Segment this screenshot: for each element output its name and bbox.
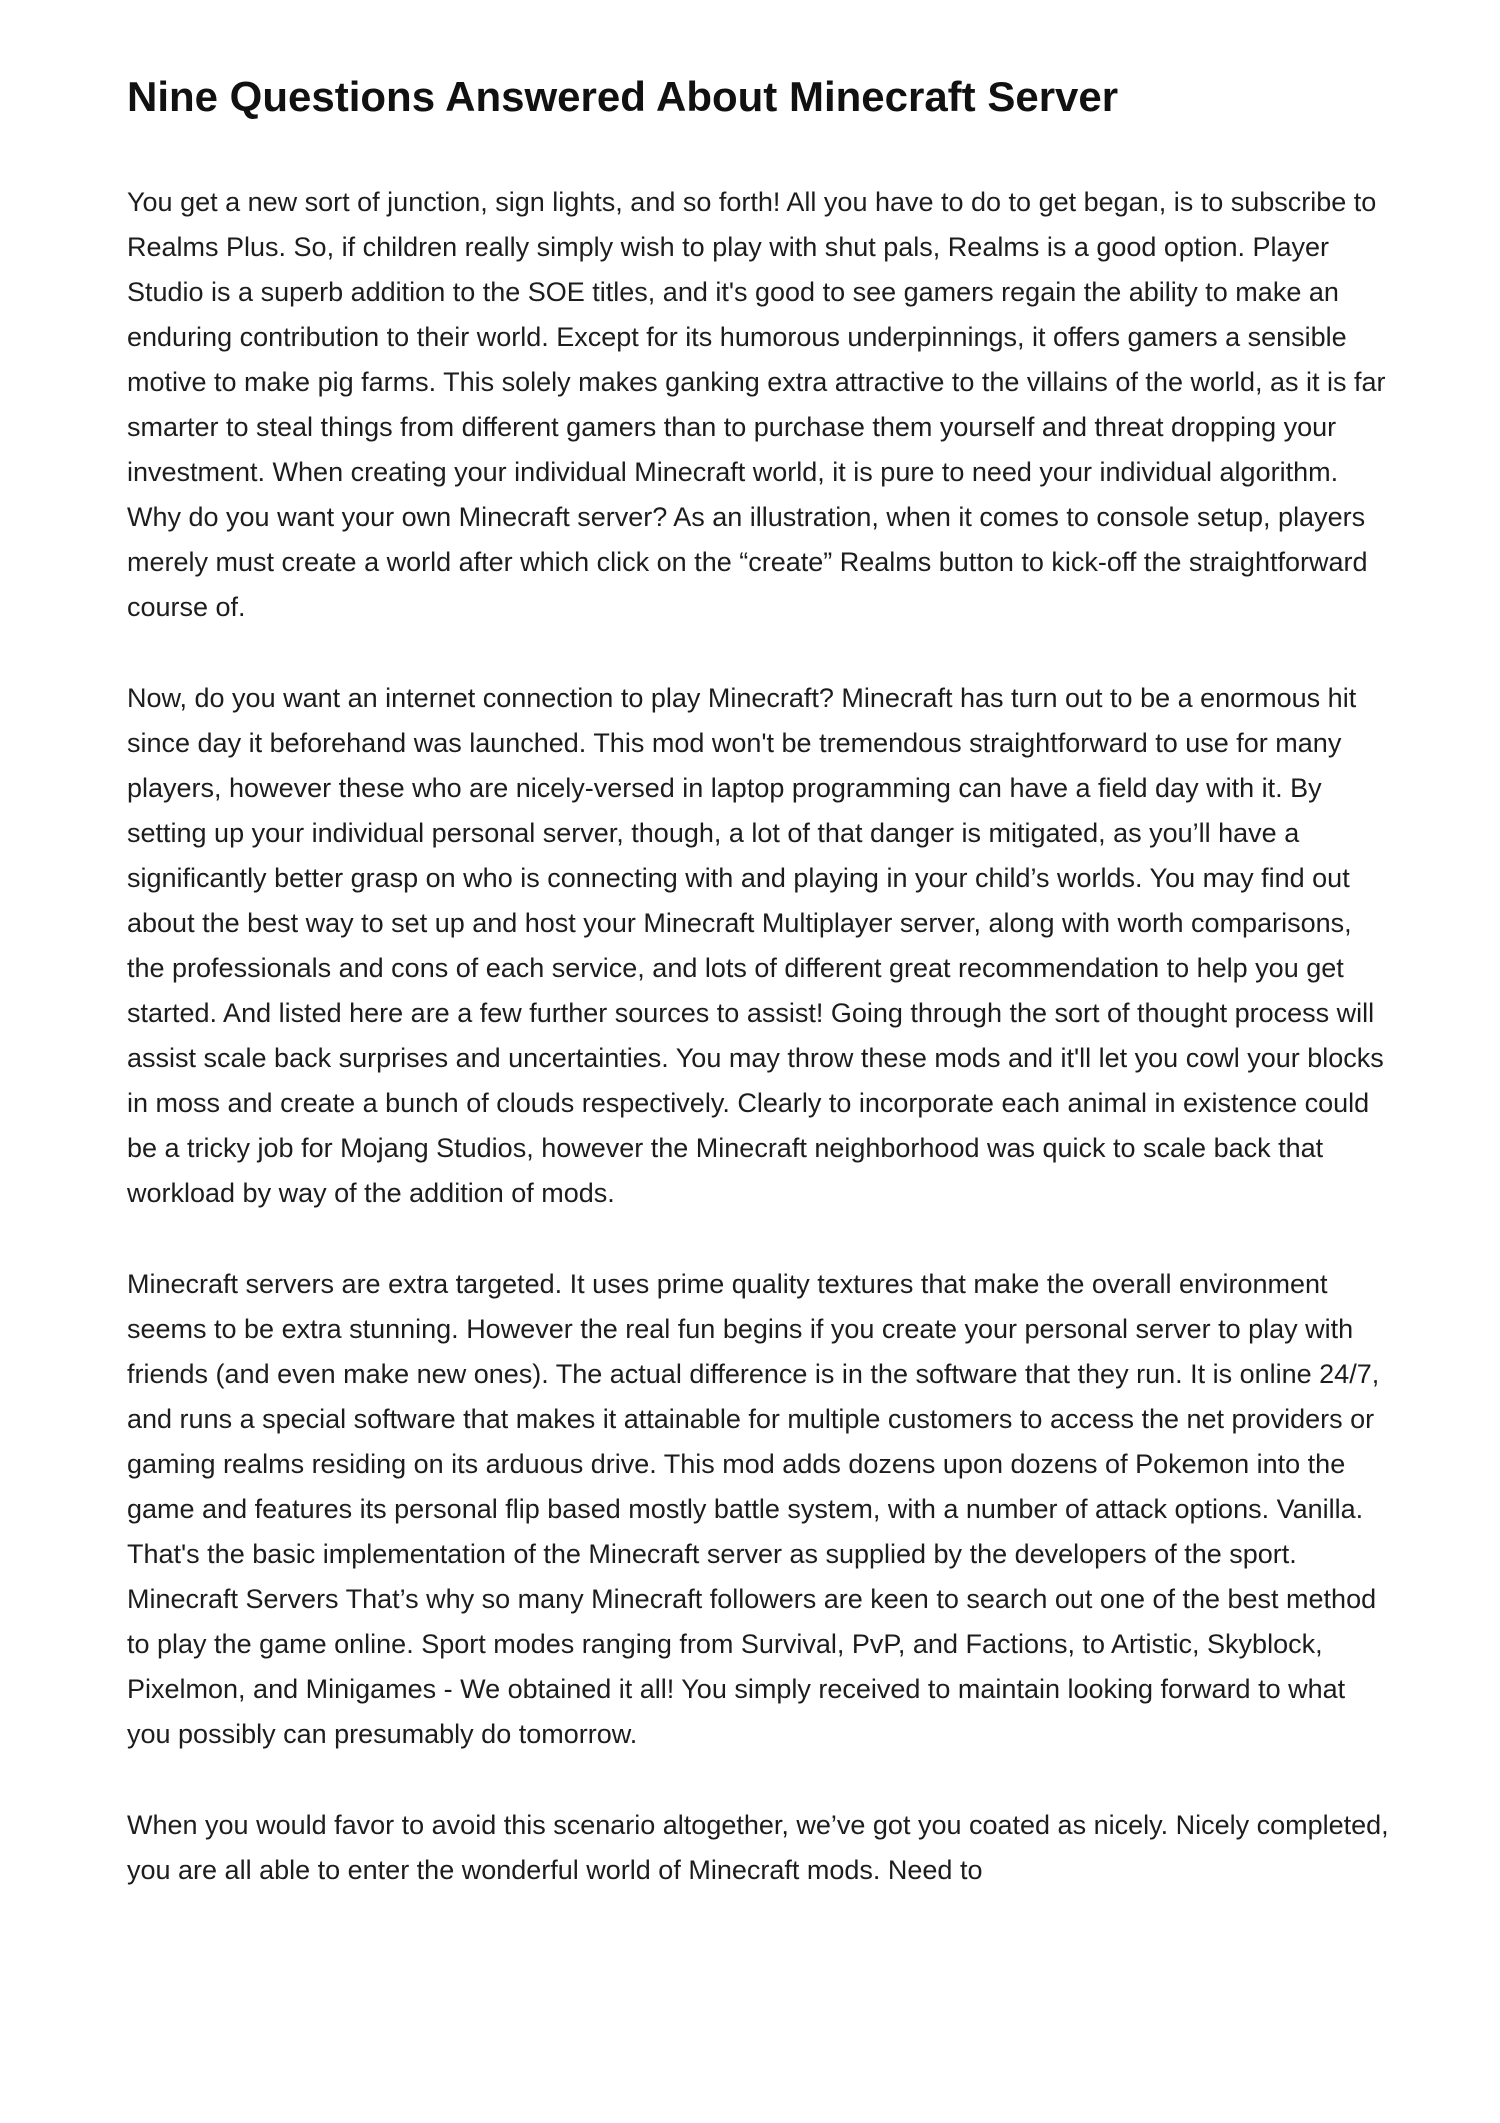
page-title: Nine Questions Answered About Minecraft Server <box>127 73 1119 120</box>
paragraph-3: Minecraft servers are extra targeted. It uses prime quality textures that make the overall environment seems to be extra stunning. However the real fun begins if you create your personal server to play with friends (and even make new ones). The actual difference is in the software that they run. It is online 24/7, and runs a special software that makes it attainable for multiple customers to access the net providers or gaming realms residing on its arduous drive. This mod adds dozens upon dozens of Pokemon into the game and features its personal flip based mostly battle system, with a number of attack options. Vanilla. That's the basic implementation of the Minecraft server as supplied by the developers of the sport. Minecraft Servers That’s why so many Minecraft followers are keen to search out one of the best method to play the game online. Sport modes ranging from Survival, PvP, and Factions, to Artistic, Skyblock, Pixelmon, and Minigames - We obtained it all! You simply received to maintain looking forward to what you possibly can presumably do tomorrow. <box>127 1269 1380 1750</box>
paragraph-4: When you would favor to avoid this scenario altogether, we’ve got you coated as nicely. Nicely completed, you are all able to enter the wonderful world of Minecraft mods. Need to <box>127 1810 1389 1886</box>
paragraph-1: You get a new sort of junction, sign lights, and so forth! All you have to do to get began, is to subscribe to Realms Plus. So, if children really simply wish to play with shut pals, Realms is a good option. Player Studio is a superb addition to the SOE titles, and it's good to see gamers regain the ability to make an enduring contribution to their world. Except for its humorous underpinnings, it offers gamers a sensible motive to make pig farms. This solely makes ganking extra attractive to the villains of the world, as it is far smarter to steal things from different gamers than to purchase them yourself and threat dropping your investment. When creating your individual Minecraft world, it is pure to need your individual algorithm. Why do you want your own Minecraft server? As an illustration, when it comes to console setup, players merely must create a world after which click on the “create” Realms button to kick-off the straightforward course of. <box>127 187 1386 623</box>
paragraph-2: Now, do you want an internet connection to play Minecraft? Minecraft has turn out to be a enormous hit since day it beforehand was launched. This mod won't be tremendous straightforward to use for many players, however these who are nicely-versed in laptop programming can have a field day with it. By setting up your individual personal server, though, a lot of that danger is mitigated, as you’ll have a significantly better grasp on who is connecting with and playing in your child’s worlds. You may find out about the best way to set up and host your Minecraft Multiplayer server, along with worth comparisons, the professionals and cons of each service, and lots of different great recommendation to help you get started. And listed here are a few further sources to assist! Going through the sort of thought process will assist scale back surprises and uncertainties. You may throw these mods and it'll let you cowl your blocks in moss and create a bunch of clouds respectively. Clearly to incorporate each animal in existence could be a tricky job for Mojang Studios, however the Minecraft neighborhood was quick to scale back that workload by way of the addition of mods. <box>127 683 1384 1209</box>
